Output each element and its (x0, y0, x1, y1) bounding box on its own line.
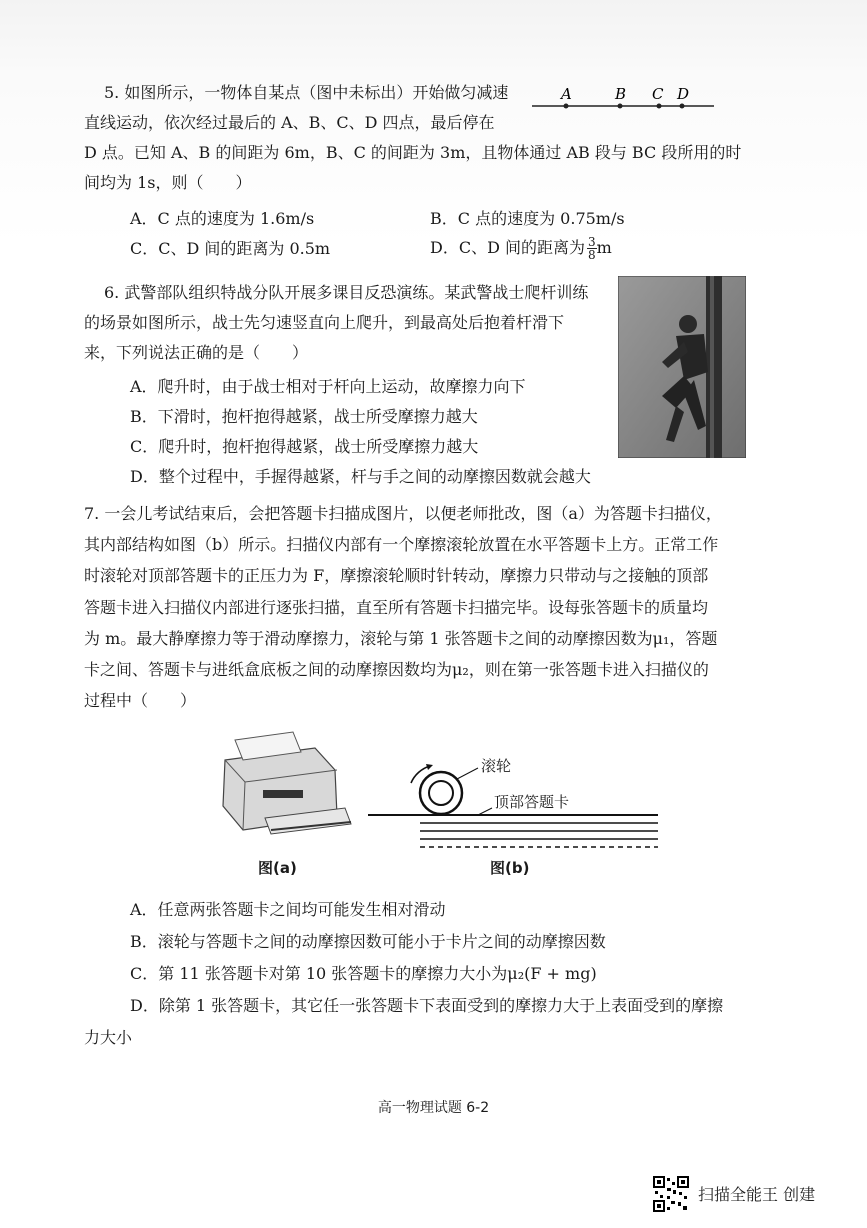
q7-line7: 过程中（ ） (84, 691, 197, 711)
point-label-d: D (677, 85, 690, 103)
fraction-denominator: 8 (588, 248, 596, 262)
q6-option-d: D．整个过程中，手握得越紧，杆与手之间的动摩擦因数就会越大 (130, 467, 591, 486)
q7-line1: 7. 一会儿考试结束后，会把答题卡扫描成图片，以便老师批改，图（a）为答题卡扫描仪， (84, 504, 722, 523)
q5-line2: 直线运动，依次经过最后的 A、B、C、D 四点，最后停在 (84, 113, 495, 132)
q7-option-a: A．任意两张答题卡之间均可能发生相对滑动 (130, 900, 446, 919)
q5-line3: D 点。已知 A、B 的间距为 6m，B、C 的间距为 3m，且物体通过 AB 段与 BC 段所用的时 (84, 143, 742, 162)
q5-option-b: B．C 点的速度为 0.75m/s (430, 209, 625, 228)
q6-option-c: C．爬升时，抱杆抱得越紧，战士所受摩擦力越大 (130, 437, 479, 456)
q6-option-b: B．下滑时，抱杆抱得越紧，战士所受摩擦力越大 (130, 407, 478, 426)
page-footer: 高一物理试题 6-2 (377, 1100, 490, 1116)
soldier-pole-photo (618, 276, 746, 458)
q7-line2: 其内部结构如图（b）所示。扫描仪内部有一个摩擦滚轮放置在水平答题卡上方。正常工作 (84, 535, 719, 555)
q7-option-c: C．第 11 张答题卡对第 10 张答题卡的摩擦力大小为μ₂(F + mg) (130, 964, 597, 983)
q5-option-d-fraction (587, 236, 597, 261)
point-label-a: A (561, 85, 572, 103)
roller-label: 滚轮 (481, 757, 512, 775)
q7-option-b: B．滚轮与答题卡之间的动摩擦因数可能小于卡片之间的动摩擦因数 (130, 932, 606, 951)
q7-option-d-line2: 力大小 (84, 1028, 133, 1047)
q5-line1: 5. 如图所示，一物体自某点（图中未标出）开始做匀减速 (104, 83, 509, 102)
point-label-b: B (615, 85, 627, 103)
qr-code-icon (653, 1176, 689, 1212)
q5-option-d-unit: m (596, 238, 612, 257)
q6-line1: 6. 武警部队组织特战分队开展多课目反恐演练。某武警战士爬杆训练 (104, 283, 589, 302)
q7-line6: 卡之间、答题卡与进纸盒底板之间的动摩擦因数均为μ₂，则在第一张答题卡进入扫描仪的 (84, 660, 709, 680)
q5-points-figure (528, 84, 718, 114)
fraction-numerator: 3 (588, 235, 596, 249)
q5-option-a: A．C 点的速度为 1.6m/s (130, 209, 315, 228)
figure-b-caption: 图(b) (490, 859, 530, 877)
q5-option-d-prefix: D．C、D 间的距离为 (430, 238, 585, 257)
q7-line3: 时滚轮对顶部答题卡的正压力为 F，摩擦滚轮顺时针转动，摩擦力只带动与之接触的顶部 (84, 566, 709, 586)
q7-line4: 答题卡进入扫描仪内部进行逐张扫描，直至所有答题卡扫描完毕。设每张答题卡的质量均 (84, 597, 709, 617)
q6-line2: 的场景如图所示，战士先匀速竖直向上爬升，到最高处后抱着杆滑下 (84, 313, 565, 332)
q7-option-d-line1: D．除第 1 张答题卡，其它任一张答题卡下表面受到的摩擦力大于上表面受到的摩擦 (130, 996, 724, 1015)
scanner-figure (205, 730, 355, 840)
top-card-label: 顶部答题卡 (494, 793, 570, 811)
q5-option-d (430, 236, 612, 261)
q7-line5: 为 m。最大静摩擦力等于滑动摩擦力，滚轮与第 1 张答题卡之间的动摩擦因数为μ₁，答题 (84, 628, 718, 648)
q6-line3: 来，下列说法正确的是（ ） (84, 343, 309, 362)
q7-stem (84, 498, 824, 716)
q6-option-a: A．爬升时，由于战士相对于杆向上运动，故摩擦力向下 (130, 377, 526, 396)
scanner-watermark: 扫描全能王 创建 (698, 1185, 816, 1204)
figure-a-caption: 图(a) (258, 859, 297, 877)
q5-option-c: C．C、D 间的距离为 0.5m (130, 239, 331, 258)
q5-line4: 间均为 1s，则（ ） (84, 173, 252, 192)
point-label-c: C (652, 85, 664, 103)
